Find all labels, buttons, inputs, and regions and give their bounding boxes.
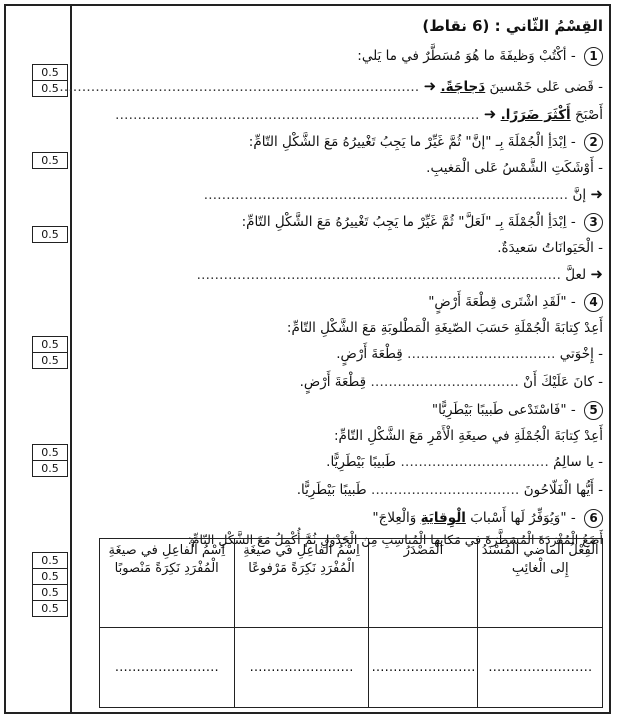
underlined-word: أَكْثَرَ ضَرَرًا. [500,107,571,123]
answer-cell[interactable]: …………………… [234,628,369,708]
q5-item1 [78,452,603,472]
q1-instruction [78,46,603,66]
item-lead: - أَيُّها الْفَلّاحُونَ [523,482,603,498]
q3-sentence: - الْحَيَوانَاتُ سَعيدَةٌ. [497,240,603,256]
worksheet [4,4,611,714]
question-number: 6 [584,509,603,528]
q2-instruction [78,132,603,152]
q5-item2 [78,480,603,500]
q2-sentence: - أَوْشَكَتِ الشَّمْسُ عَلى الْمَغيبِ. [426,160,603,176]
question-number: 2 [584,133,603,152]
section-title: القِسْمُ الثّاني : (6 نقاط) [422,17,603,35]
score-box: 0.5 [32,444,68,460]
q5-quote [78,400,603,420]
score-box: 0.5 [32,336,68,352]
instruction-text: - اِبْدَأِ الْجُمْلَةَ بِـ "لَعَلَّ" ثُمَّ غَيِّرْ ما يَجِبُ تَغْييرُهُ مَعَ الشَّكْلِ التّامِّ: [241,214,576,230]
q6-instruction: أَضَعُ الْمُفْرَدَةَ الْمُسَطَّرَةَ في مَكانِها الْمُناسِبِ مِنَ الْجَدْوَلِ ثُمَّ أُكْمِلُ مَعَ الشَّكْلِ التّامِّ: [187,532,603,547]
q1-item1 [54,76,603,97]
arrow-icon: ➜ [483,105,497,123]
question-number: 5 [584,401,603,420]
item-tail: قِطْعَةَ أَرْضٍ. [299,374,367,390]
underlined-word: دَجاجَةً. [440,79,486,95]
q4-item1 [78,344,603,364]
score-box: 0.5 [32,352,68,369]
score-box: 0.5 [32,64,68,80]
question-number: 3 [584,213,603,232]
score-box: 0.5 [32,552,68,568]
exercise-content [54,6,603,712]
answer-cell[interactable]: …………………… [100,628,235,708]
q1-item2 [78,104,603,125]
answer-start: لعلَّ [565,267,587,283]
score-margin [6,6,72,712]
item-tail: طَبيبًا بَيْطَرِيًّا. [296,482,367,498]
table-header-cell: اِسْمُ الْفاعِلِ في صيغَةِ الْمُفْرَدِ نَكِرَةً مَرْفوعًا [234,539,369,628]
item-lead: - إِخْوَتي [559,346,603,362]
score-box: 0.5 [32,460,68,477]
item-tail: قِطْعَةَ أَرْضٍ. [336,346,403,362]
item-text: أَصْبَحَ [574,107,603,123]
answer-blank[interactable]: ……………………………………………………………………… [114,107,480,123]
q6-quote [78,508,603,528]
table-header-cell: اِسْمُ الْفاعِلِ في صيغَةِ الْمُفْرَدِ نَكِرَةً مَنْصوبًا [100,539,235,628]
arrow-icon: ➜ [590,185,603,203]
item-text: - قَضى عَلى خَمْسينَ [489,79,603,95]
score-group-q6 [32,552,68,617]
quote-text: وَالْعِلاجَ" [372,510,417,526]
q4-quote [78,292,603,312]
question-number: 4 [584,293,603,312]
answer-blank[interactable]: …………………………… [370,374,519,390]
score-box: 0.5 [32,226,68,243]
answer-start: إنَّ [572,187,587,203]
answer-blank[interactable]: …………………………… [406,346,556,362]
score-box: 0.5 [32,584,68,600]
item-lead: - يا سالِمُ [553,454,603,470]
quote-text: - "فَاسْتَدْعى طَبيبًا بَيْطَرِيًّا" [431,402,576,418]
q5-instruction: أَعِدْ كِتابَةَ الْجُمْلَةِ في صيغَةِ الْأَمْرِ مَعَ الشَّكْلِ التّامِّ: [333,428,603,444]
q3-answer [78,264,603,285]
table-header-row [100,539,603,628]
item-tail: طَبيبًا بَيْطَرِيًّا. [326,454,397,470]
answer-cell[interactable]: …………………… [369,628,478,708]
arrow-icon: ➜ [590,265,603,283]
answer-blank[interactable]: ……………………………………………………………………… [203,187,569,203]
answer-table [99,538,603,708]
score-group-q4 [32,336,68,369]
table-header-cell: الْمَصْدَرُ [369,539,478,628]
score-group-q3 [32,226,68,243]
q4-item2 [78,372,603,392]
table-header-cell: الْفِعْلُ الْماضي الْمُسْنَدُ إِلى الْغائِبِ [478,539,603,628]
q4-instruction: أَعِدْ كِتابَةَ الْجُمْلَةِ حَسَبَ الصّيغَةِ الْمَطْلوبَةِ مَعَ الشَّكْلِ التّامِّ: [286,320,603,336]
underlined-word: الْوِقايَةِ [420,510,466,526]
answer-cell[interactable]: …………………… [478,628,603,708]
answer-blank[interactable]: ……………………………………………………………………… [54,79,420,95]
q2-answer [78,184,603,205]
answer-blank[interactable]: ……………………………………………………………………… [196,267,561,283]
answer-blank[interactable]: …………………………… [400,454,549,470]
instruction-text: - اِبْدَأِ الْجُمْلَةَ بِـ "إنَّ" ثُمَّ غَيِّرْ ما يَجِبُ تَغْييرُهُ مَعَ الشَّكْلِ التّامِّ: [248,134,576,150]
quote-text: - "وَيُوَفِّرُ لَها أَسْبابَ [470,510,576,526]
q3-instruction [78,212,603,232]
table-answer-row [100,628,603,708]
answer-blank[interactable]: …………………………… [370,482,520,498]
score-group-q2 [32,152,68,169]
quote-text: - "لَقَدِ اشْتَرى قِطْعَةَ أَرْضٍ" [428,294,576,310]
arrow-icon: ➜ [423,77,437,95]
score-box: 0.5 [32,152,68,169]
instruction-text: - أكْتُبْ وَظيفَةَ ما هُوَ مُسَطَّرٌ في ما يَلي: [357,48,576,64]
question-number: 1 [584,47,603,66]
score-box: 0.5 [32,80,68,97]
score-box: 0.5 [32,600,68,617]
score-group-q5 [32,444,68,477]
item-lead: - كانَ عَلَيْكَ أَنْ [523,374,603,390]
score-box: 0.5 [32,568,68,584]
